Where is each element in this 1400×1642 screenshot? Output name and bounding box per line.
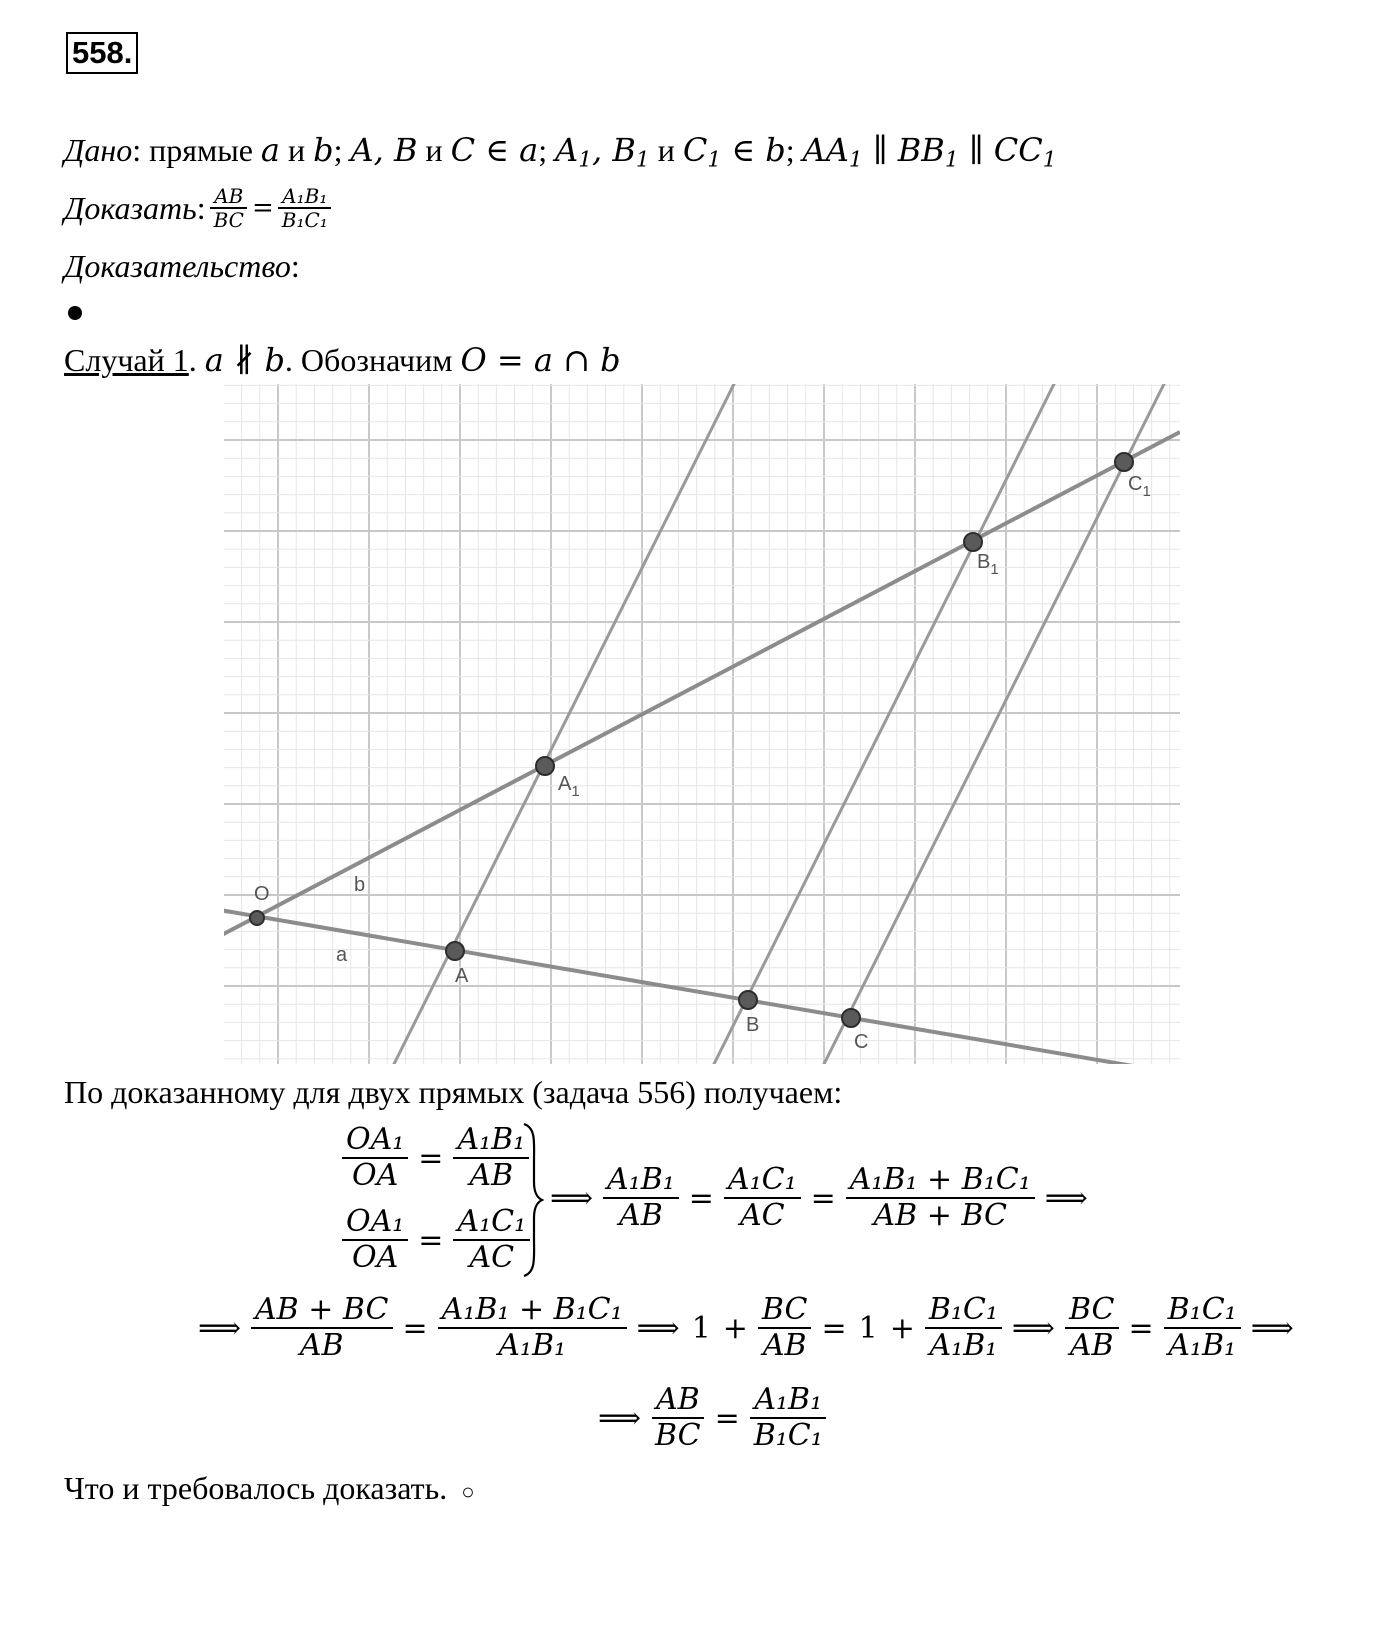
figure-grid [224,384,1180,1064]
case-1-line [64,340,621,380]
figure-lines [224,384,1180,1064]
equation-chain-2: ⟹ $\frac{AB + BC}{AB}$ = $\frac{\text{A₁B₁ + B₁C₁}}{\text{A₁B₁}}$ ⟹ 1 + $\frac{BC}{AB}$ = 1 + $\frac{\text{B₁C₁}}{\text{A₁B₁}}$ ⟹ $\frac{BC}{AB}$ = $\frac{\text{B₁C₁}}{\text{A₁B₁}}$ ⟹ [198,1292,1294,1363]
given-parallel: $AA_1$ ∥ $BB_1$ ∥ $CC_1$ [802,131,1057,173]
equation-chain-3: ⟹ $\frac{AB}{BC}$ = $\frac{\text{A₁B₁}}{\text{B₁C₁}}$ [592,1376,831,1460]
given-point-c1: $C_1$ ∈ b [682,131,786,173]
chain3-f2: $\frac{\text{A₁B₁}}{\text{B₁C₁}}$ [750,1383,827,1452]
system-r2-lhs: $\frac{\text{OA₁}}{OA}$ [342,1205,408,1274]
system-row-1: $\frac{\text{OA₁}}{OA}$ = $\frac{\text{A₁B₁}}{AB}$ [338,1118,533,1198]
prove-colon: : [196,190,206,226]
line-cc1 [814,384,1174,1064]
bullet-marker [68,306,82,320]
label-a: a [336,944,348,966]
prove-rhs-fraction: $\frac{\text{A₁B₁}}{\text{B₁C₁}}$ [278,185,332,232]
point-a [446,942,464,960]
given-text-1: : прямые [132,132,261,168]
conclusion-line [64,1468,475,1512]
given-points-a: A, B [350,131,418,169]
line-aa1 [384,384,744,1064]
system-res-2: $\frac{\text{A₁C₁}}{AC}$ [724,1163,801,1232]
point-c1 [1115,453,1133,471]
proof-label: Доказательство [64,248,291,284]
chain3-f1: $\frac{AB}{BC}$ [651,1383,705,1452]
label-b: b [354,874,366,896]
implies-arrow: ⟹ [636,1310,680,1346]
given-line-a: a [260,131,280,169]
chain2-f2: $\frac{\text{A₁B₁ + B₁C₁}}{\text{A₁B₁}}$ [438,1293,627,1362]
chain2-f5: $\frac{BC}{AB}$ [1065,1293,1119,1362]
proof-heading [64,246,300,286]
given-and-2: и [417,132,451,168]
implies-arrow: ⟹ [598,1400,642,1436]
label-point-a: A [455,965,469,987]
given-sep-3: ; [785,132,803,168]
label-o: O [254,883,270,905]
point-a1 [536,757,554,775]
chain2-f1: $\frac{AB + BC}{AB}$ [251,1293,392,1362]
given-line [64,130,1057,173]
chain2-plus-a: + [722,1310,748,1346]
proof-colon: : [290,248,300,284]
label-point-a1: $A_1$ [558,773,580,800]
prove-line [64,176,336,240]
system-result: ⟹ $\frac{\text{A₁B₁}}{AB}$ = $\frac{\text{A₁C₁}}{AC}$ = $\frac{\text{A₁B₁ + B₁C₁}}{AB + BC}$ ⟹ [550,1162,1088,1233]
system-res-3: $\frac{\text{A₁B₁ + B₁C₁}}{AB + BC}$ [846,1163,1035,1232]
given-point-c: C ∈ a [450,131,539,169]
given-line-b: b [313,131,334,169]
point-c [842,1009,860,1027]
system-r1-lhs: $\frac{\text{OA₁}}{OA}$ [342,1123,408,1192]
point-o [250,911,264,925]
implies-arrow: ⟹ [198,1310,242,1346]
chain2-plus-b: + [889,1310,915,1346]
geometry-figure [224,384,1180,1064]
label-point-b1: $B_1$ [977,551,999,578]
prove-equals: = [251,193,274,223]
chain2-f6: $\frac{\text{B₁C₁}}{\text{A₁B₁}}$ [1164,1293,1241,1362]
system-res-1: $\frac{\text{A₁B₁}}{AB}$ [603,1163,679,1232]
line-b [224,432,1180,939]
implies-arrow: ⟹ [1250,1310,1294,1346]
case-1-text-1: . [188,342,205,378]
implies-arrow: ⟹ [550,1180,594,1216]
given-sep-1: ; [333,132,351,168]
system-r2-rhs: $\frac{\text{A₁C₁}}{AC}$ [453,1205,530,1274]
system-r1-rhs: $\frac{\text{A₁B₁}}{AB}$ [453,1123,529,1192]
system-brace [522,1122,544,1278]
case-1-condition: a ∦ b [204,341,285,379]
chain2-f4: $\frac{\text{B₁C₁}}{\text{A₁B₁}}$ [925,1293,1002,1362]
chain2-one-b: 1 [858,1310,878,1346]
case-1-text-2: . Обозначим [284,342,461,378]
prove-label: Доказать [64,190,197,226]
system-row-2: $\frac{\text{OA₁}}{OA}$ = $\frac{\text{A₁C₁}}{AC}$ [338,1200,534,1280]
implies-arrow: ⟹ [1044,1180,1088,1216]
implies-arrow: ⟹ [1011,1310,1055,1346]
line-bb1 [704,384,1064,1064]
problem-number: 558. [66,32,138,74]
point-b1 [964,533,982,551]
chain2-f3: $\frac{BC}{AB}$ [758,1293,812,1362]
conclusion-text: Что и требовалось доказать. [64,1470,448,1506]
given-sep-2: ; [538,132,556,168]
equation-system [338,1118,1088,1280]
qed-mark: ○ [461,1479,475,1504]
given-points-b: $A_1$, $B_1$ [555,131,650,173]
point-b [739,991,757,1009]
label-point-c: C [854,1031,869,1053]
label-point-b: B [746,1014,760,1036]
case-1-intersection: O = a ∩ b [460,341,621,379]
label-point-c1: $C_1$ [1128,473,1151,500]
given-and-3: и [649,132,683,168]
prove-lhs-fraction: $\frac{AB}{BC}$ [210,185,248,232]
result-intro: По доказанному для двух прямых (задача 556) получаем: [64,1074,843,1110]
given-label: Дано [64,132,133,168]
chain2-one-a: 1 [691,1310,711,1346]
given-and-1: и [280,132,314,168]
case-1-label: Случай 1 [64,342,189,378]
